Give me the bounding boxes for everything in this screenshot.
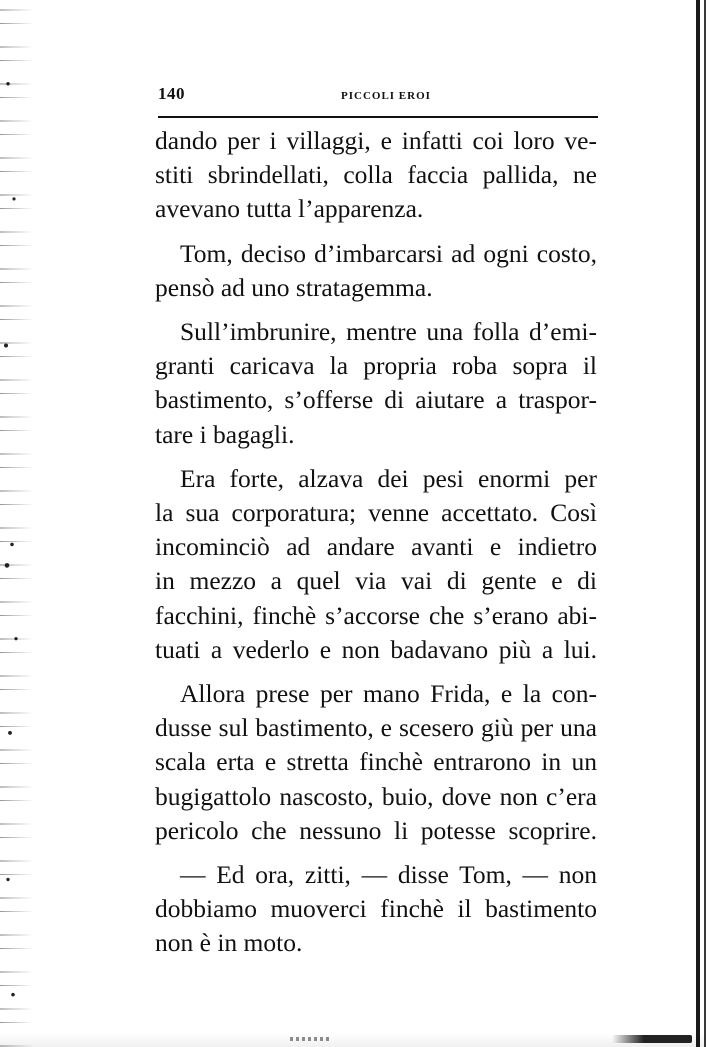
text-line: Allora prese per mano Frida, e la con- xyxy=(180,679,597,709)
text-line: pensò ad uno stratagemma. xyxy=(155,272,433,302)
text-line: la sua corporatura; venne accettato. Così xyxy=(155,498,597,528)
text-line: avevano tutta l’apparenza. xyxy=(155,194,424,224)
text-line: non è in moto. xyxy=(155,928,303,958)
scan-mark xyxy=(290,1037,330,1041)
running-head: PICCOLI EROI xyxy=(341,90,431,102)
text-line: facchini, finchè s’accorse che s’erano abi- xyxy=(155,600,597,630)
text-line: dando per i villaggi, e infatti coi loro ve- xyxy=(155,126,597,155)
text-line: bugigattolo nascosto, buio, dove non c’era xyxy=(155,781,597,811)
text-line: dobbiamo muoverci finchè il bastimento xyxy=(155,894,597,924)
scan-edge-right xyxy=(696,0,700,1047)
paragraph xyxy=(155,858,597,961)
text-line: in mezzo a quel via vai di gente e di xyxy=(155,566,597,596)
text-line: tuati a vederlo e non badavano più a lui. xyxy=(155,634,597,664)
text-line: tare i bagagli. xyxy=(155,419,295,449)
text-line: pericolo che nessuno li potesse scoprire. xyxy=(155,815,597,845)
paragraph xyxy=(155,124,597,227)
text-line: stiti sbrindellati, colla faccia pallida, ne xyxy=(155,160,597,190)
header-rule xyxy=(158,116,598,118)
text-line: granti caricava la propria roba sopra il xyxy=(155,351,597,381)
scan-specks xyxy=(2,0,22,1047)
paragraph xyxy=(155,237,597,305)
text-line: dusse sul bastimento, e scesero giù per una xyxy=(155,713,597,743)
body-text xyxy=(155,124,597,961)
text-line: incominciò ad andare avanti e indietro xyxy=(155,532,597,562)
paragraph xyxy=(155,677,597,848)
paragraph xyxy=(155,315,597,452)
text-line: — Ed ora, zitti, — disse Tom, — non xyxy=(180,860,597,890)
text-line: scala erta e stretta finchè entrarono in un xyxy=(155,747,597,777)
text-line: bastimento, s’offerse di aiutare a traspor- xyxy=(155,385,597,415)
text-line: Sull’imbrunire, mentre una folla d’emi- xyxy=(180,317,597,347)
scan-smudge xyxy=(612,1035,692,1043)
paragraph xyxy=(155,462,597,667)
page-header xyxy=(158,80,598,110)
page-number: 140 xyxy=(158,84,185,103)
text-line: Era forte, alzava dei pesi enormi per xyxy=(180,463,597,493)
text-line: Tom, deciso d’imbarcarsi ad ogni costo, xyxy=(180,238,597,268)
scan-edge-bottom xyxy=(0,1033,706,1047)
